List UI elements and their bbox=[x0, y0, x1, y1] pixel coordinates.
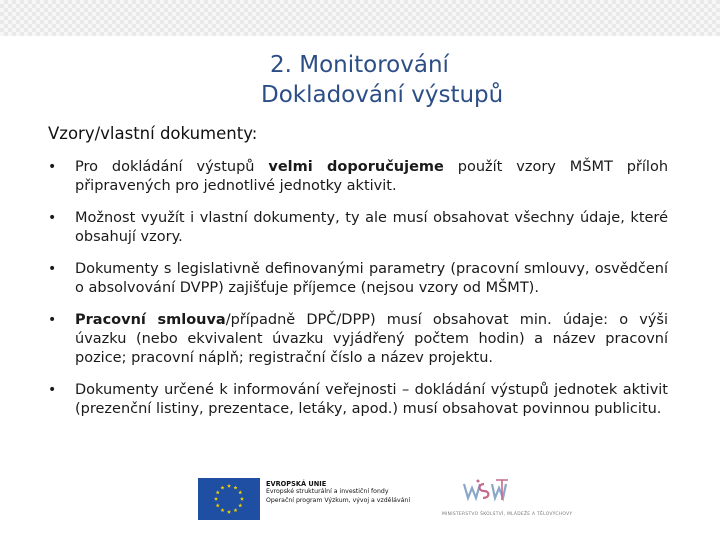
section-subheading: Vzory/vlastní dokumenty: bbox=[48, 124, 258, 143]
eu-line-3: Operační program Výzkum, vývoj a vzdělávání bbox=[266, 496, 411, 504]
eu-star bbox=[214, 497, 218, 501]
bullet-marker: • bbox=[48, 312, 57, 328]
msmt-caption: MINISTERSTVO ŠKOLSTVÍ, MLÁDEŽE A TĚLOVÝCHOVY bbox=[442, 512, 573, 517]
eu-star bbox=[233, 486, 237, 490]
eu-star bbox=[238, 490, 242, 494]
title-line-1: 2. Monitorování bbox=[270, 52, 449, 78]
eu-star bbox=[220, 508, 224, 512]
bullet-emphasis: Pracovní smlouva bbox=[75, 312, 226, 328]
bullet-marker: • bbox=[48, 261, 57, 277]
eu-flag-stars bbox=[198, 478, 260, 520]
bullet-item bbox=[48, 381, 668, 419]
eu-star bbox=[216, 490, 220, 494]
bullet-item bbox=[48, 311, 668, 368]
title-line-2: Dokladování výstupů bbox=[261, 82, 504, 108]
eu-star bbox=[220, 486, 224, 490]
eu-line-2: Evropské strukturální a investiční fondy bbox=[266, 488, 389, 496]
bullet-list bbox=[48, 158, 668, 432]
bullet-marker: • bbox=[48, 382, 57, 398]
bullet-text: /případně DPČ/DPP) musí obsahovat min. údaje: o výši úvazku (nebo ekvivalent úvazku vyjádřený počtem hodin) a název pracovní pozice; pracovní náplň; registrační číslo a název projektu. bbox=[75, 312, 668, 366]
bullet-emphasis: velmi doporučujeme bbox=[268, 159, 444, 175]
bullet-item bbox=[48, 260, 668, 298]
bullet-text: Možnost využít i vlastní dokumenty, ty ale musí obsahovat všechny údaje, které obsahují vzory. bbox=[75, 210, 668, 245]
bullet-item bbox=[48, 158, 668, 196]
eu-line-1: EVROPSKÁ UNIE bbox=[266, 480, 327, 488]
bullet-text: Dokumenty s legislativně definovanými parametry (pracovní smlouvy, osvědčení o absolvování DVPP) zajišťuje příjemce (nejsou vzory od MŠMT). bbox=[75, 261, 668, 296]
footer-logos bbox=[0, 476, 720, 526]
eu-programme-text bbox=[266, 480, 410, 505]
eu-star bbox=[216, 503, 220, 507]
bullet-item bbox=[48, 209, 668, 247]
eu-flag-icon bbox=[198, 478, 260, 520]
bullet-text: použít vzory MŠMT příloh připravených pro jednotlivé jednotky aktivit. bbox=[75, 159, 669, 194]
bullet-text: Dokumenty určené k informování veřejnosti – dokládání výstupů jednotek aktivit (prezenční listiny, prezentace, letáky, apod.) musí obsahovat povinnou publicitu. bbox=[75, 382, 668, 417]
eu-star bbox=[227, 484, 231, 488]
bullet-marker: • bbox=[48, 210, 57, 226]
eu-star bbox=[240, 497, 244, 501]
eu-star bbox=[238, 503, 242, 507]
bullet-marker: • bbox=[48, 159, 57, 175]
bullet-text: Pro dokládání výstupů bbox=[75, 159, 269, 175]
eu-star bbox=[233, 508, 237, 512]
decorative-top-band bbox=[0, 0, 720, 36]
eu-star bbox=[227, 510, 231, 514]
